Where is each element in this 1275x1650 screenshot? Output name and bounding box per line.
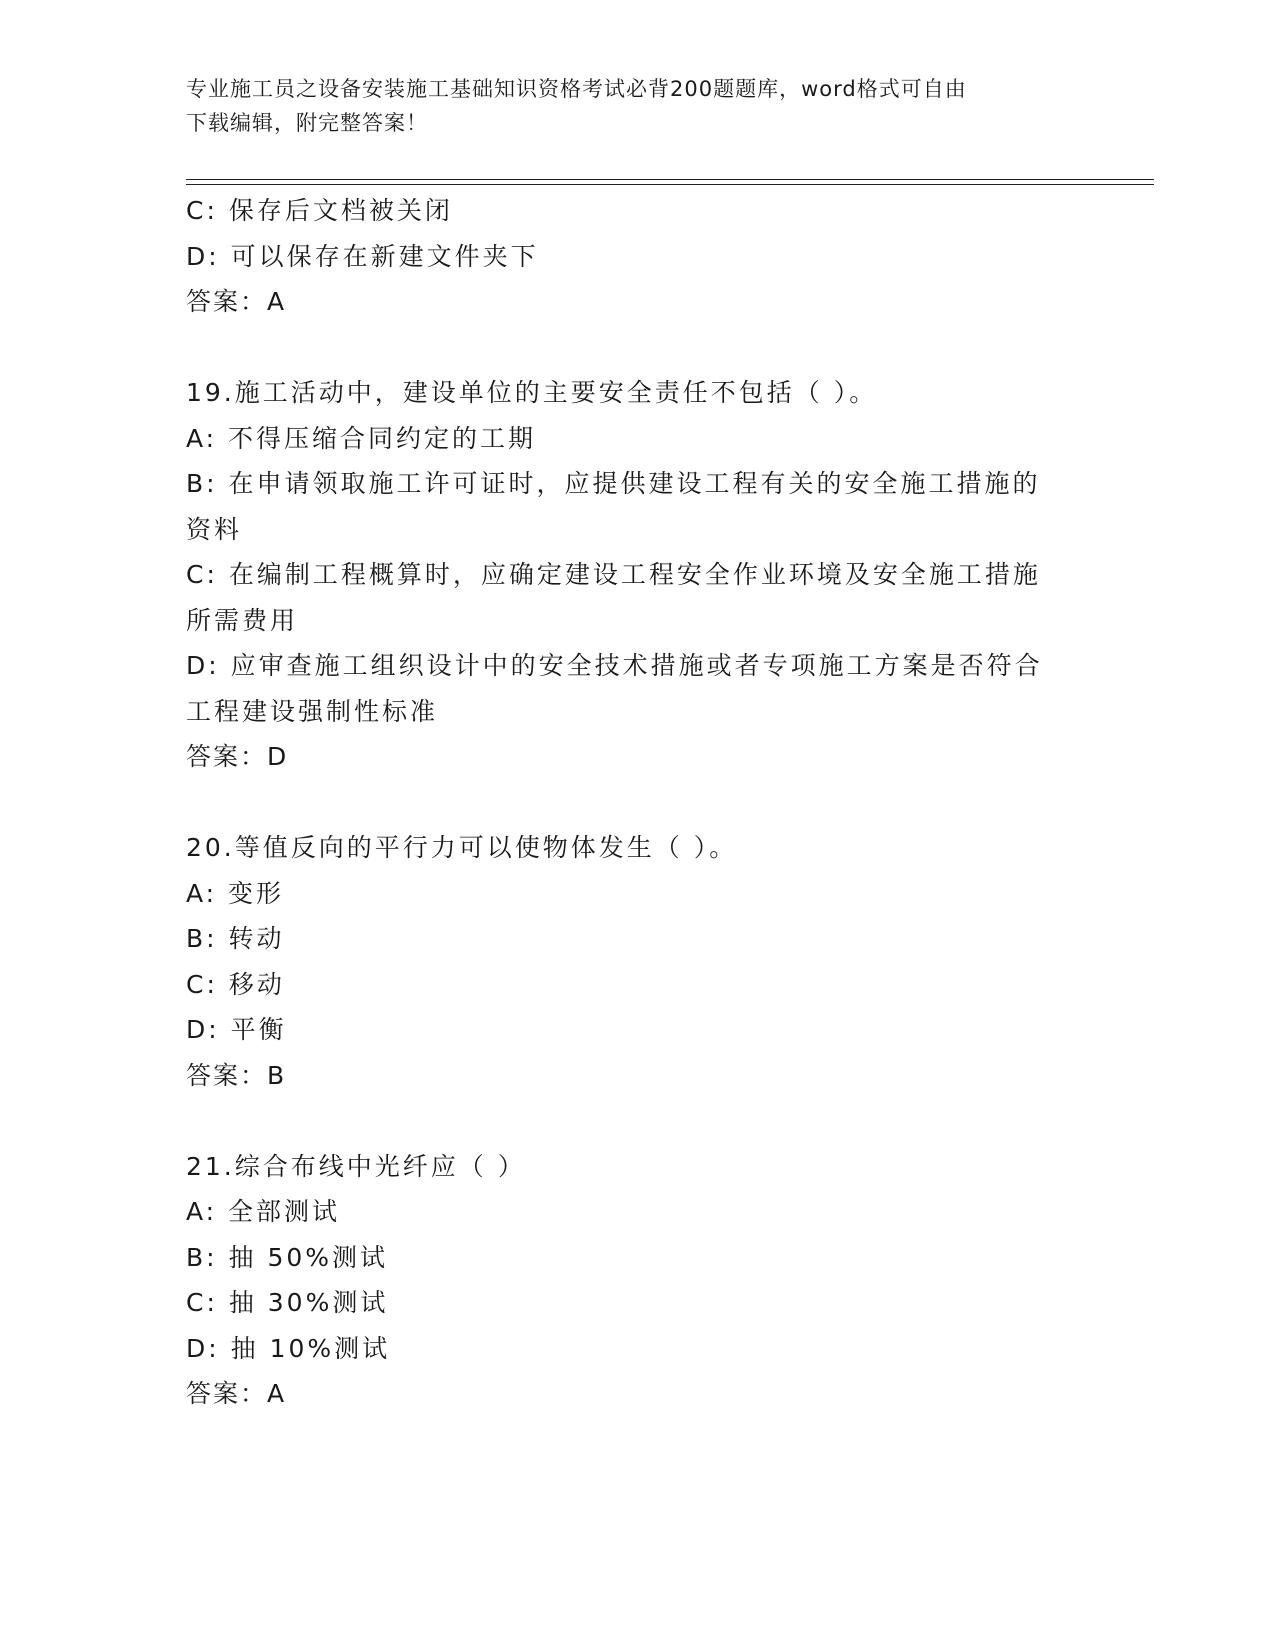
option-c: C: 移动 (186, 969, 285, 999)
option-a: A: 变形 (186, 878, 285, 908)
answer-line: 答案：A (186, 1379, 287, 1408)
option-c: C: 保存后文档被关闭 (186, 196, 453, 225)
question-20 (186, 825, 1086, 1098)
question-stem: 21.综合布线中光纤应（ ） (186, 1151, 526, 1181)
header-line-1: 专业施工员之设备安装施工基础知识资格考试必背200题题库，word格式可自由 (186, 77, 967, 101)
document-body (186, 188, 1086, 1417)
option-b: B: 抽 50%测试 (186, 1242, 389, 1272)
previous-question-tail (186, 188, 1086, 325)
spacer (186, 325, 1086, 371)
option-d: D: 应审查施工组织设计中的安全技术措施或者专项施工方案是否符合工程建设强制性标准 (186, 651, 1043, 726)
option-d: D: 平衡 (186, 1015, 287, 1044)
header-divider-top (186, 179, 1154, 180)
option-d: D: 可以保存在新建文件夹下 (186, 241, 539, 271)
question-stem: 19.施工活动中，建设单位的主要安全责任不包括（ ）。 (186, 378, 878, 407)
answer-line: 答案：D (186, 742, 289, 771)
spacer (186, 1098, 1086, 1144)
question-stem: 20.等值反向的平行力可以使物体发生（ ）。 (186, 833, 738, 862)
header-line-2: 下载编辑，附完整答案！ (186, 111, 428, 135)
header-divider-bottom (186, 184, 1154, 185)
option-b: B: 转动 (186, 924, 285, 953)
answer-line: 答案：A (186, 287, 287, 316)
option-c: C: 在编制工程概算时，应确定建设工程安全作业环境及安全施工措施所需费用 (186, 560, 1041, 635)
document-header (186, 72, 1076, 140)
option-c: C: 抽 30%测试 (186, 1288, 389, 1317)
spacer (186, 780, 1086, 826)
option-a: A: 不得压缩合同约定的工期 (186, 423, 537, 453)
option-b: B: 在申请领取施工许可证时，应提供建设工程有关的安全施工措施的资料 (186, 469, 1041, 544)
question-19 (186, 370, 1086, 780)
answer-line: 答案：B (186, 1060, 287, 1090)
question-21 (186, 1144, 1086, 1417)
option-a: A: 全部测试 (186, 1197, 341, 1226)
option-d: D: 抽 10%测试 (186, 1333, 391, 1363)
